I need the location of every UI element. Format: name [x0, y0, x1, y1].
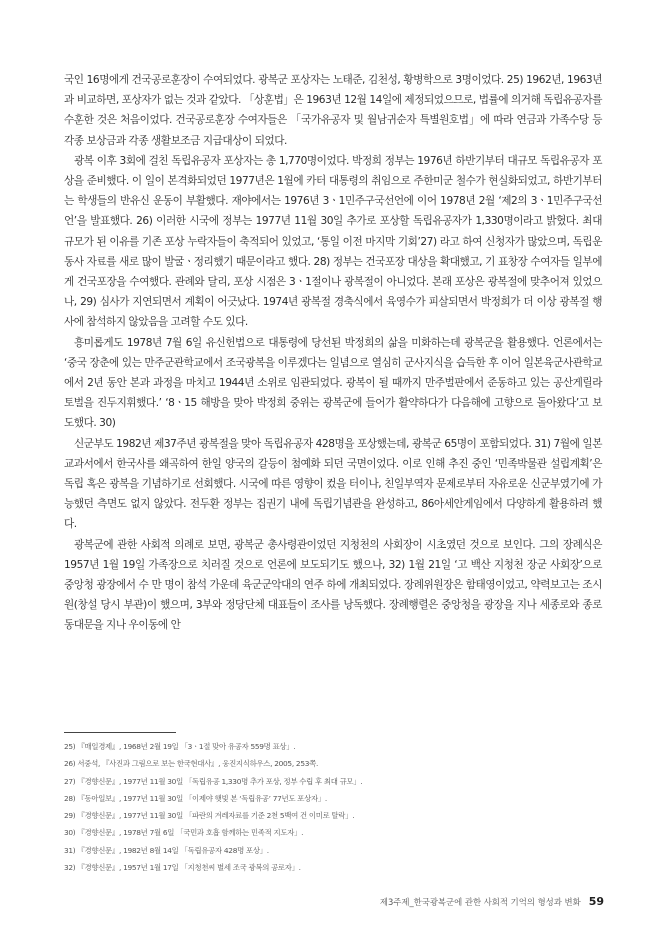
footnote: 31) 『경향신문』, 1982년 8월 14일 「독립유공자 428명 포상」. — [64, 845, 269, 855]
paragraph: 광복군에 관한 사회적 의례로 보면, 광복군 총사령관이었던 지청천의 사회장이 시초였던 것으로 보인다. 그의 장례식은 1957년 1월 19일 가족장으로 치러질 것으로 언론에 보도되기도 했으나, 32) 1월 21일 ‘고 백산 지청천 장군 사회장’으로 중앙청 광장에서 수 만 명이 참석 가운데 육군군악대의 연주 하에 개최되었다. 장례위원장은 함태영이었고, 약력보고는 조시원(창설 당시 부관)이 했으며, 3부와 정당단체 대표들이 조사를 낭독했다. 장례행렬은 중앙청을 광장을 지나 세종로와 종로 동대문을 지나 우이동에 안 — [64, 538, 602, 632]
footnote: 27) 『경향신문』, 1977년 11월 30일 「독립유공 1,330명 추가 포상, 정부 수립 후 최대 규모」. — [64, 776, 363, 786]
paragraph: 광복 이후 3회에 걸친 독립유공자 포상자는 총 1,770명이었다. 박정희 정부는 1976년 하반기부터 대규모 독립유공자 포상을 준비했다. 이 일이 본격화되었던 1977년은 1월에 카터 대통령의 취임으로 주한미군 철수가 현실화되었고, 하반기부터는 학생들의 반유신 운동이 부활했다. 재야에서는 1976년 3ㆍ1민주구국선언에 이어 1978년 2월 ‘제2의 3ㆍ1민주구국선언’을 발표했다. 26) 이러한 시국에 정부는 1977년 11월 30일 추가로 포상할 독립유공자가 1,330명이라고 밝혔다. 최대 규모가 된 이유를 기존 포상 누락자들이 축적되어 있었고, ‘통일 이전 마지막 기회’27) 라고 하여 신청자가 많았으며, 독립운동사 자료를 새로 많이 발굴ㆍ정리했기 때문이라고 했다. 28) 정부는 건국포장 대상을 확대했고, 기 표창장 수여자들 일부에게 건국포장을 수여했다. 관례와 달리, 포상 시점은 3ㆍ1절이나 광복절이 아니었다. 본래 포상은 광복절에 맞추어져 있었으나, 29) 심사가 지연되면서 계획이 어긋났다. 1974년 광복절 경축식에서 육영수가 피살되면서 박정희가 더 이상 광복절 행사에 참석하지 않았음을 고려할 수도 있다. — [64, 154, 602, 329]
footnote: 32) 『경향신문』, 1957년 1월 17일 「지청천씨 별세 조국 광복의 공로자」. — [64, 863, 301, 873]
footnotes — [64, 738, 602, 876]
footnote-divider — [64, 732, 176, 733]
footnote: 29) 『경향신문』, 1977년 11월 30일 「파란의 겨레자료를 기준 2천 5백여 건 이미로 탈락」. — [64, 811, 355, 821]
chapter-title: 제3주제_한국광복군에 관한 사회적 기억의 형성과 변화 — [379, 897, 581, 907]
paragraph: 신군부도 1982년 제37주년 광복절을 맞아 독립유공자 428명을 포상했는데, 광복군 65명이 포함되었다. 31) 7월에 일본교과서에서 한국사를 왜곡하여 한일 양국의 갈등이 첨예화 되던 국면이었다. 이로 인해 추진 중인 ‘민족박물관 설립계획’은 독립 혹은 광복을 기념하기로 선회했다. 시국에 따른 영향이 컸을 터이나, 친일부역자 문제로부터 자유로운 신군부였기에 가능했던 측면도 없지 않았다. 전두환 정부는 집권기 내에 독립기념관을 완성하고, 86아세안게임에서 다양하게 활용하려 했다. — [64, 437, 602, 531]
page-footer — [0, 895, 604, 908]
footnote: 28) 『동아일보』, 1977년 11월 30일 「이제야 햇빛 본 ‘독립유공’ 77년도 포상자」. — [64, 793, 327, 803]
body-text — [64, 70, 602, 636]
paragraph: 흥미롭게도 1978년 7월 6일 유신헌법으로 대통령에 당선된 박정희의 삶을 미화하는데 광복군을 활용했다. 언론에서는 ‘중국 장춘에 있는 만주군관학교에서 조국광복을 이루겠다는 일념으로 열심히 군사지식을 습득한 후 이어 일본육군사관학교에서 2년 동안 본과 과정을 마치고 1944년 소위로 임관되었다. 광복이 될 때까지 만주벌판에서 준동하고 있는 공산게릴라 토벌을 진두지휘했다.’ ‘8ㆍ15 해방을 맞아 박정희 중위는 광복군에 들어가 활약하다가 다음해에 고향으로 돌아왔다’고 보도했다. 30) — [64, 336, 602, 430]
paragraph: 국인 16명에게 건국공로훈장이 수여되었다. 광복군 포상자는 노태준, 김천성, 황병학으로 3명이었다. 25) 1962년, 1963년과 비교하면, 포상자가 없는 것과 같았다. 「상훈법」은 1963년 12월 14일에 제정되었으므로, 법률에 의거해 독립유공자를 수훈한 것은 처음이었다. 건국공로훈장 수여자들은 「국가유공자 및 월남귀순자 특별원호법」에 따라 연금과 가족수당 등 각종 보상금과 각종 생활보조금 지급대상이 되었다. — [64, 74, 602, 147]
footnote: 26) 서중석, 『사진과 그림으로 보는 한국현대사』, 웅진지식하우스, 2005, 253쪽. — [64, 759, 319, 769]
footnote: 30) 『경향신문』, 1978년 7월 6일 「국민과 호흡 함께하는 민족적 지도자」. — [64, 828, 304, 838]
footnote: 25) 『매일경제』, 1968년 2월 19일 「3ㆍ1절 맞아 유공자 559명 표상」. — [64, 742, 296, 751]
page-number: 59 — [588, 895, 604, 908]
